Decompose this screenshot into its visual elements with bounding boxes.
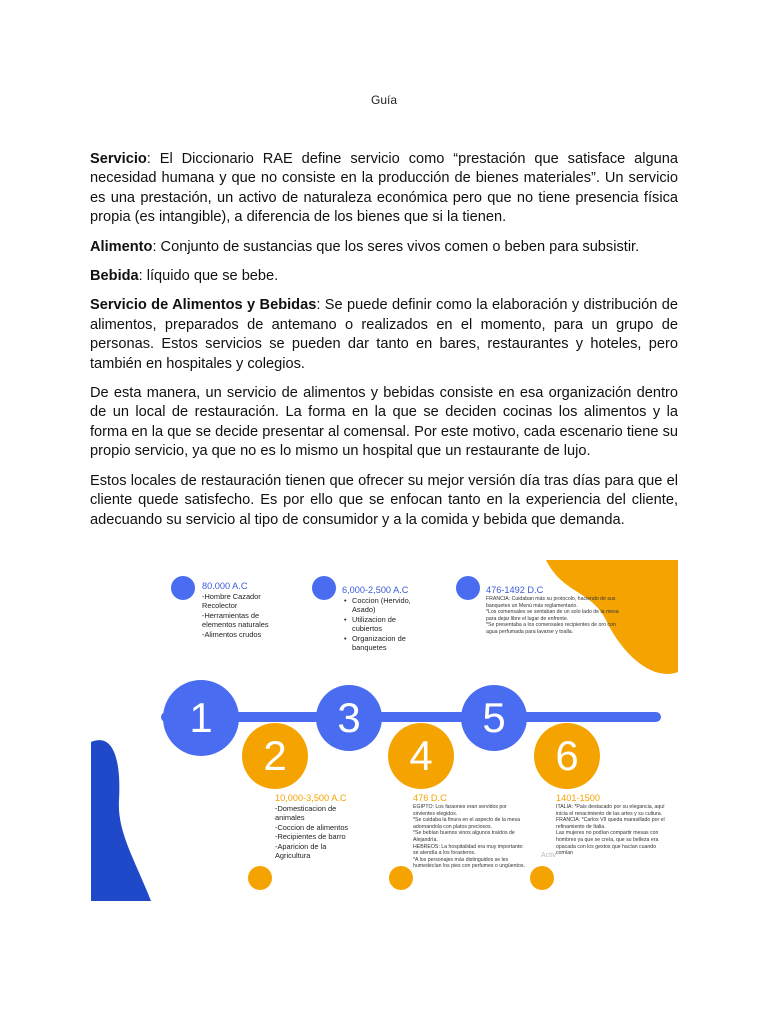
- page-header: Guía: [370, 93, 397, 107]
- step-2-item: -Domesticacion de animales: [275, 804, 337, 823]
- step-1-item: -Alimentos crudos: [202, 629, 262, 639]
- step-4-item: *A los personajes más distinguidos se les humedecían los pies con perfumes o ungüentos.: [413, 856, 525, 870]
- step-3-item: • Organizacion de banquetes: [352, 634, 427, 653]
- step-5-date: 476-1492 D.C: [486, 585, 544, 595]
- step-number-4: 4: [409, 732, 433, 779]
- blue-blob-bottom-left: [91, 740, 151, 901]
- step-number-6: 6: [555, 732, 579, 779]
- term: Servicio de Alimentos y Bebidas: [90, 297, 317, 314]
- step-4-item: *Se cuidaba la finura en el aspecto de la mesa adornandola con platos preciosos.: [413, 817, 520, 830]
- timeline-infographic: [91, 560, 678, 901]
- definition: : Se puede definir como la elaboración y distribución de alimentos, preparados de antemano o realizados en el momento, para un grupo de personas. Estos servicios se pueden dar tanto en bares, restaurantes y hoteles, pero también en hospitales y colegios.: [90, 297, 678, 372]
- step-4-item: HEBREOS: La hospitalidad era muy importante: se atendía a los forasteros.: [413, 843, 524, 857]
- step-number-1: 1: [189, 694, 213, 741]
- term: Servicio: [90, 151, 147, 167]
- step-number-5: 5: [482, 694, 506, 741]
- definition: : líquido que se bebe.: [138, 268, 279, 285]
- step-4-item: *Se bebían buenos vinos algunos traídos de Alejandría.: [413, 830, 515, 843]
- term: Alimento: [90, 238, 153, 255]
- step-2-item: -Aparicion de la Agricultura: [275, 841, 327, 861]
- step-2-item: -Recipientes de barro: [275, 832, 346, 842]
- definition: : Conjunto de sustancias que los seres vivos comen o beben para subsistir.: [152, 238, 640, 255]
- step-6-date: 1401-1500: [556, 793, 600, 803]
- dot-step-5: [456, 576, 480, 600]
- step-5-item: FRANCIA: Cuidaban más su protocolo, haciendo de sus banquetes un Menú más reglamentario.: [486, 596, 616, 609]
- watermark-text: Activ: [541, 852, 557, 859]
- step-5-item: *Se presentaba a los comensales recipientes de oro con agua perfumada para lavarse y toalla.: [486, 622, 616, 635]
- step-3-item: • Coccion (Hervido, Asado): [352, 596, 427, 615]
- paragraph-bebida: [90, 267, 678, 286]
- step-3-item: • Utilizacion de cubiertos: [352, 615, 427, 634]
- dot-step-3: [312, 576, 336, 600]
- step-6-annotation: [556, 792, 672, 857]
- step-1-annotation: [202, 580, 284, 639]
- dot-step-4: [389, 866, 413, 890]
- step-2-date: 10,000-3,500 A.C: [275, 793, 347, 803]
- step-2-item: -Coccion de alimentos: [275, 822, 349, 832]
- step-6-item: Las mujeres no podían compartir mesas con hombres ya que se creía, que su belleza era opacada con los gestos que hacían cuando comían: [556, 830, 659, 857]
- step-1-item: -Hombre Cazador Recolector: [202, 592, 261, 611]
- document-body: [90, 150, 678, 540]
- step-4-annotation: [413, 792, 529, 870]
- step-2-annotation: [275, 792, 361, 860]
- step-1-item: -Herramientas de elementos naturales: [202, 610, 269, 630]
- step-number-2: 2: [263, 732, 287, 779]
- paragraph-6: Estos locales de restauración tienen que ofrecer su mejor versión día tras días para que el cliente quede satisfecho. Es por ello que se enfocan tanto en la experiencia del cliente, adecuando su servicio al tipo de consumidor y a la comida y bebida que demanda.: [90, 472, 678, 528]
- dot-step-1: [171, 576, 195, 600]
- paragraph-servicio-ab: [90, 296, 678, 374]
- step-1-date: 80.000 A.C: [202, 581, 248, 591]
- step-3-annotation: [342, 584, 427, 652]
- paragraph-alimento: [90, 238, 678, 257]
- step-4-item: EGIPTO: Los faraones eran servidos por sirvientes elegidos.: [413, 804, 507, 817]
- step-4-date: 476 D.C: [413, 793, 447, 803]
- step-5-item: *Los comensales se sentaban de un solo lado de la mesa para dejar libre el lugar de enfrente.: [486, 609, 619, 622]
- term: Bebida: [90, 268, 139, 285]
- step-3-date: 6,000-2,500 A.C: [342, 585, 409, 595]
- paragraph-servicio: [90, 150, 678, 228]
- paragraph-5: De esta manera, un servicio de alimentos y bebidas consiste en esa organización dentro de un local de restauración. La forma en la que se deciden cocinas los alimentos y la forma en la que se decide presentar al comensal. Por este motivo, cada escenario tiene su propio servicio, ya que no es lo mismo un hospital que un restaurante de lujo.: [90, 385, 678, 460]
- step-number-3: 3: [337, 694, 361, 741]
- definition: : El Diccionario RAE define servicio como “prestación que satisface alguna necesidad humana y que no consiste en la producción de bienes materiales”. Un servicio es una prestación, un activo de naturaleza económica pero que no tiene presencia física propia (es intangible), a diferencia de los bienes que si la tienen.: [90, 151, 678, 226]
- step-6-item: ITALIA: *País destacado por su elegancia, aquí inicia el renacimiento de las artes y su cultura.: [556, 804, 665, 817]
- step-6-item: FRANCIA: *Carlos VII queda maravillado por el refinamiento de Italia.: [556, 817, 665, 830]
- dot-step-6: [530, 866, 554, 890]
- dot-step-2: [248, 866, 272, 890]
- step-5-annotation: [486, 584, 621, 636]
